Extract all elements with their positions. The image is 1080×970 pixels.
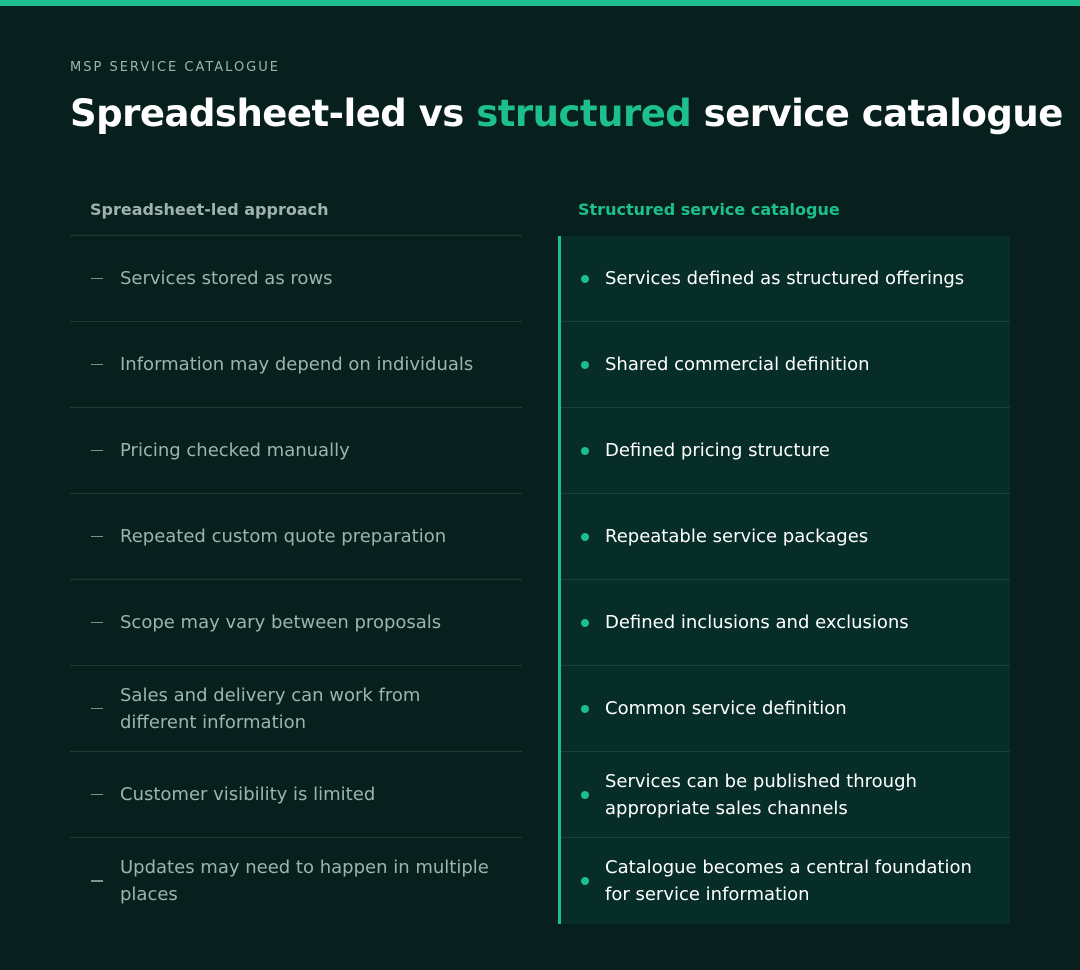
list-item-text: Information may depend on individuals — [120, 354, 474, 375]
spreadsheet-column-heading: Spreadsheet-led approach — [70, 182, 522, 236]
spreadsheet-column — [70, 182, 522, 924]
spreadsheet-list — [70, 236, 522, 924]
bullet-dot-icon — [561, 447, 605, 455]
structured-list — [558, 236, 1010, 924]
list-item — [70, 666, 522, 752]
list-item-text: Defined pricing structure — [605, 440, 830, 461]
list-item-text: Catalogue becomes a central foundation for service information — [605, 857, 972, 905]
list-item — [70, 838, 522, 924]
list-item-text: Repeatable service packages — [605, 526, 869, 547]
list-item-text: Scope may vary between proposals — [120, 612, 442, 633]
list-item — [70, 408, 522, 494]
list-item — [561, 322, 1010, 408]
dash-icon — [70, 364, 120, 366]
dash-icon — [70, 450, 120, 452]
list-item — [70, 322, 522, 408]
list-item-text: Services defined as structured offerings — [605, 268, 965, 289]
bullet-dot-icon — [561, 791, 605, 799]
structured-column-heading: Structured service catalogue — [578, 200, 840, 219]
top-accent-bar — [0, 0, 1080, 6]
list-item-text: Customer visibility is limited — [120, 784, 376, 805]
structured-column — [558, 182, 1010, 924]
list-item — [561, 494, 1010, 580]
list-item — [561, 408, 1010, 494]
list-item-text: Shared commercial definition — [605, 354, 870, 375]
list-item-text: Services can be published through appropriate sales channels — [605, 770, 917, 819]
bullet-dot-icon — [561, 361, 605, 369]
dash-icon — [70, 622, 120, 624]
list-item — [561, 666, 1010, 752]
bullet-dot-icon — [561, 877, 605, 885]
list-item — [561, 838, 1010, 924]
list-item — [70, 236, 522, 322]
bullet-dot-icon — [561, 533, 605, 541]
dash-icon — [70, 794, 120, 796]
dash-icon — [70, 278, 120, 280]
list-item-text: Services stored as rows — [120, 268, 333, 289]
list-item-text: Repeated custom quote preparation — [120, 526, 447, 547]
dash-icon — [70, 536, 120, 538]
bullet-dot-icon — [561, 705, 605, 713]
list-item-text: Common service definition — [605, 698, 847, 719]
list-item — [561, 752, 1010, 838]
list-item — [561, 236, 1010, 322]
bullet-dot-icon — [561, 275, 605, 283]
list-item-text: Updates may need to happen in multiple places — [120, 857, 489, 905]
list-item-text: Sales and delivery can work from different information — [120, 684, 421, 733]
title-pre: Spreadsheet-led vs — [70, 92, 477, 135]
list-item — [70, 494, 522, 580]
page-title — [70, 92, 1063, 135]
title-accent: structured — [476, 92, 692, 135]
dash-icon — [70, 880, 120, 882]
list-item — [561, 580, 1010, 666]
list-item-text: Pricing checked manually — [120, 440, 350, 461]
list-item — [70, 580, 522, 666]
list-item — [70, 752, 522, 838]
dash-icon — [70, 708, 120, 710]
bullet-dot-icon — [561, 619, 605, 627]
title-post: service catalogue — [691, 92, 1063, 135]
list-item-text: Defined inclusions and exclusions — [605, 612, 909, 633]
eyebrow-label: MSP SERVICE CATALOGUE — [70, 60, 280, 75]
